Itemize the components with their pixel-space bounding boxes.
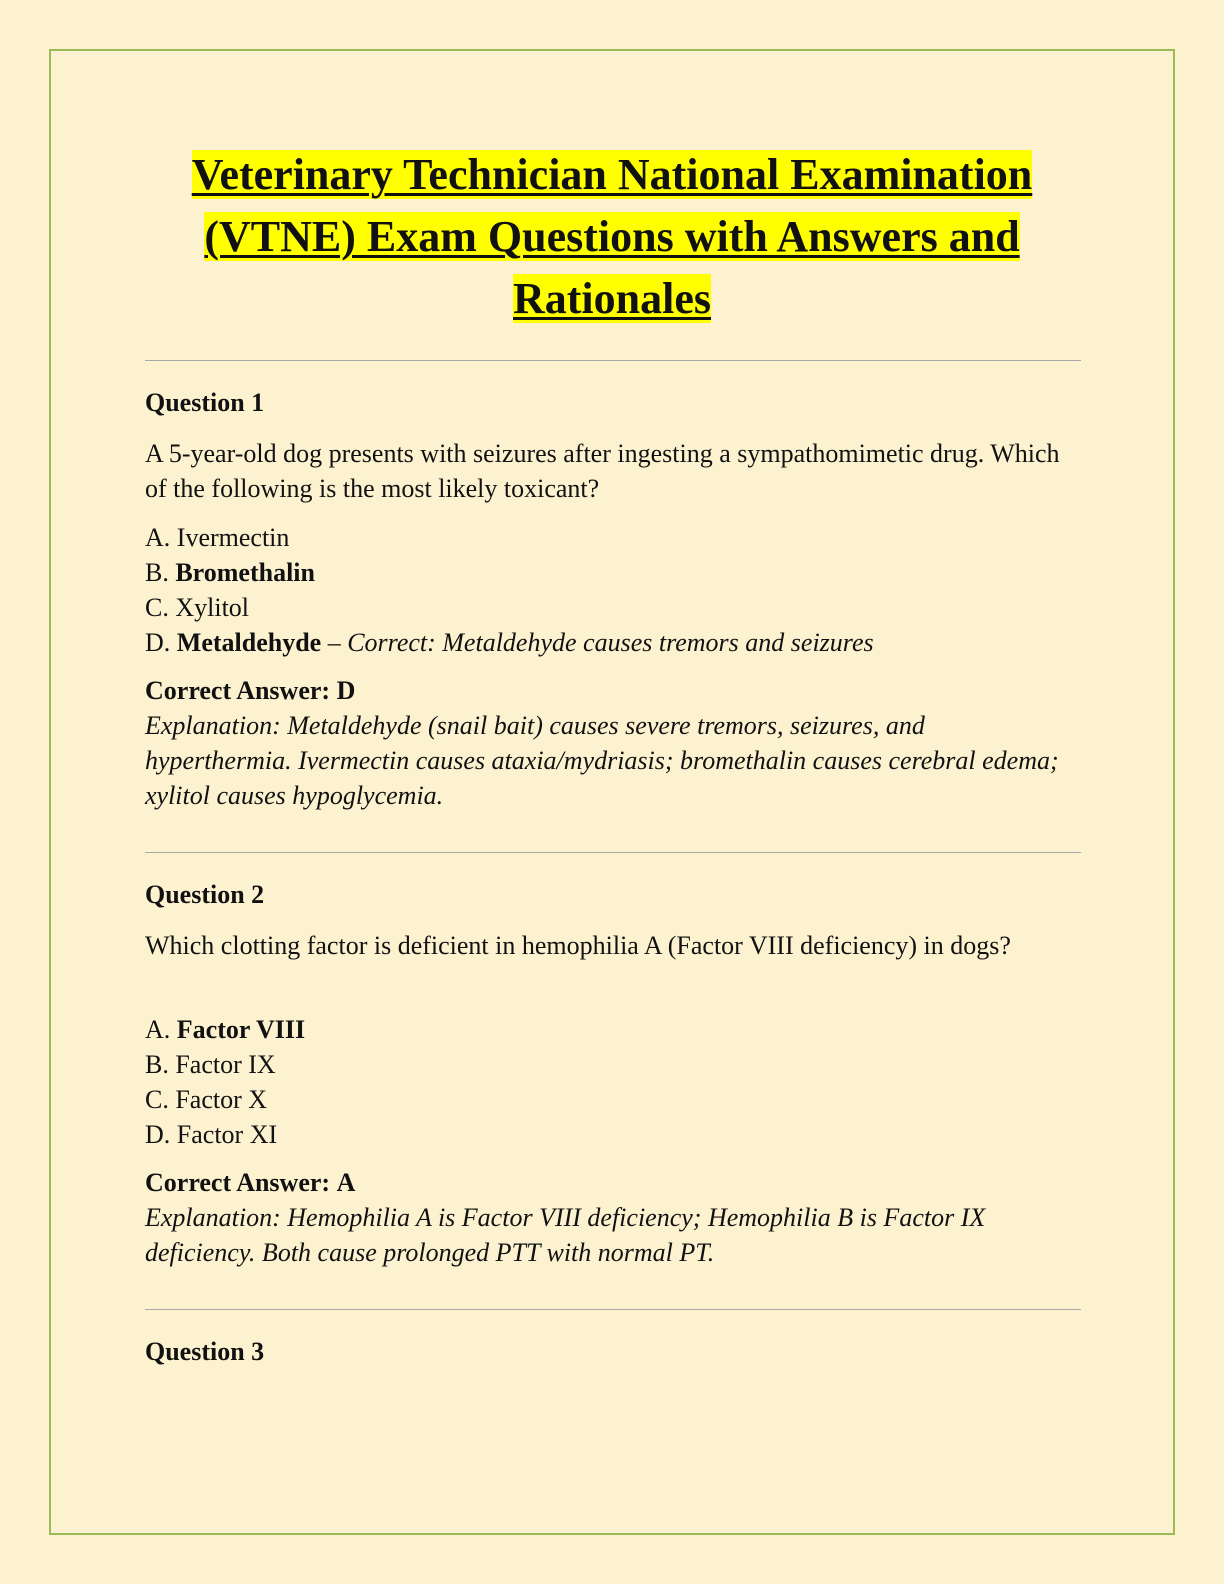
option-a xyxy=(145,1012,1075,1047)
option-d xyxy=(145,625,1075,660)
option-d xyxy=(145,1117,1075,1152)
option-text: Factor X xyxy=(175,1085,268,1114)
option-text: Factor IX xyxy=(175,1050,276,1079)
question-heading: Question 1 xyxy=(145,388,265,417)
question-2-answer xyxy=(145,1165,1075,1200)
option-text: Factor XI xyxy=(176,1120,278,1149)
question-heading: Question 2 xyxy=(145,880,265,909)
question-1-options xyxy=(145,520,1075,660)
option-note-separator: – xyxy=(321,628,348,657)
option-note: Correct: Metaldehyde causes tremors and seizures xyxy=(347,628,874,657)
option-letter: C. xyxy=(145,1085,169,1114)
answer-value: D xyxy=(336,676,356,705)
option-b xyxy=(145,1047,1075,1082)
option-letter: D. xyxy=(145,628,171,657)
question-1-answer xyxy=(145,673,1075,708)
question-2-explanation: Explanation: Hemophilia A is Factor VIII deficiency; Hemophilia B is Factor IX deficiency. Both cause prolonged PTT with normal PT. xyxy=(145,1203,986,1267)
option-letter: B. xyxy=(145,558,169,587)
option-letter: C. xyxy=(145,593,169,622)
option-a xyxy=(145,520,1075,555)
option-letter: B. xyxy=(145,1050,169,1079)
question-heading: Question 3 xyxy=(145,1337,265,1366)
section-divider xyxy=(145,852,1081,853)
answer-label: Correct Answer: xyxy=(145,676,331,705)
question-1-explanation: Explanation: Metaldehyde (snail bait) causes severe tremors, seizures, and hyperthermia. Ivermectin causes ataxia/mydriasis; bromethalin causes cerebral edema; xylitol causes hypoglycemia. xyxy=(145,711,1059,810)
question-2-text: Which clotting factor is deficient in hemophilia A (Factor VIII deficiency) in dogs? xyxy=(145,931,1011,960)
document-title-text: Veterinary Technician National Examination (VTNE) Exam Questions with Answers and Rationales xyxy=(191,150,1033,323)
option-b xyxy=(145,555,1075,590)
question-3-heading xyxy=(145,1334,1075,1369)
option-text: Xylitol xyxy=(175,593,250,622)
section-divider xyxy=(145,360,1081,361)
option-c xyxy=(145,1082,1075,1117)
question-1-heading xyxy=(145,385,1075,420)
option-letter: A. xyxy=(145,1015,171,1044)
option-text: Ivermectin xyxy=(176,523,290,552)
section-divider xyxy=(145,1309,1081,1310)
answer-label: Correct Answer: xyxy=(145,1168,331,1197)
option-text: Bromethalin xyxy=(175,558,315,587)
option-letter: A. xyxy=(145,523,171,552)
document-title xyxy=(120,144,1104,330)
question-2-heading xyxy=(145,877,1075,912)
option-letter: D. xyxy=(145,1120,171,1149)
question-1-text: A 5-year-old dog presents with seizures after ingesting a sympathomimetic drug. Which of the following is the most likely toxicant? xyxy=(145,439,1060,503)
answer-value: A xyxy=(336,1168,356,1197)
option-text: Metaldehyde xyxy=(176,628,322,657)
option-text: Factor VIII xyxy=(176,1015,306,1044)
question-2-options xyxy=(145,1012,1075,1152)
option-c xyxy=(145,590,1075,625)
